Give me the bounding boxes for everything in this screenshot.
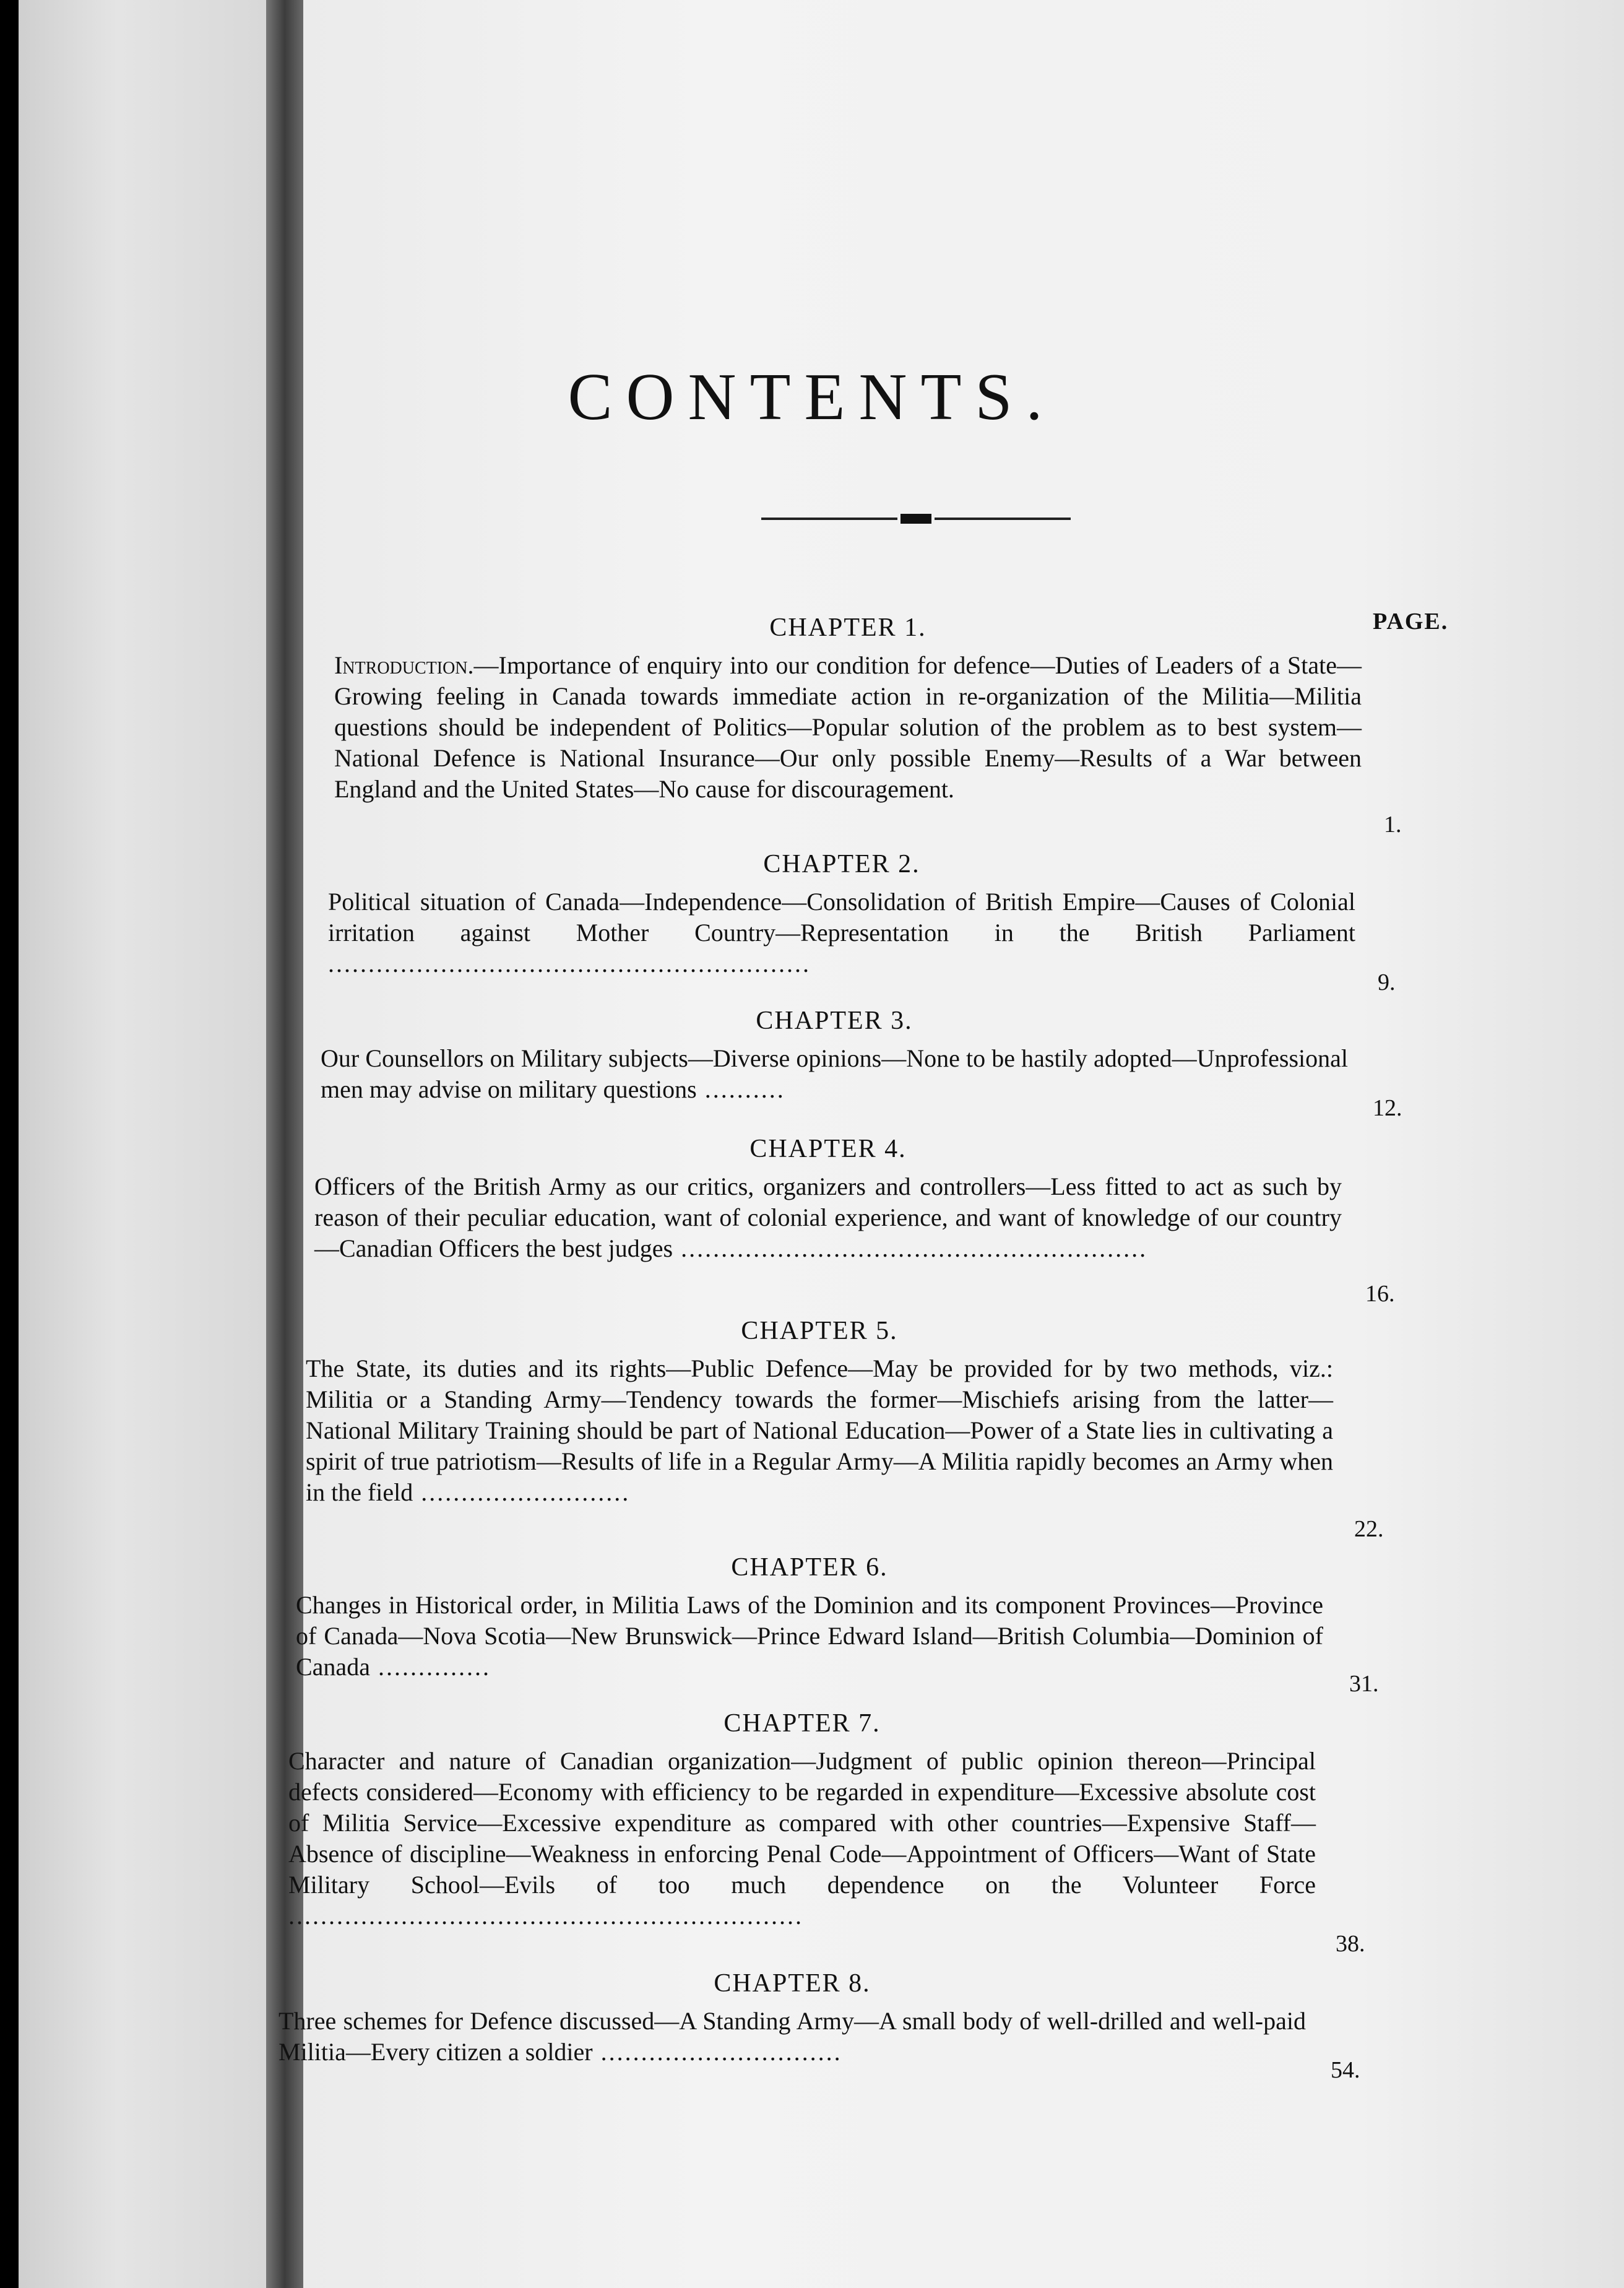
chapter-summary: Political situation of Canada—Independence—Consolidation of British Empire—Causes of Colonial irritation against Mother Country—Representation in the British Parliament ............................................................ xyxy=(328,888,1355,977)
toc-entry-chapter-6[interactable] xyxy=(296,1553,1323,1683)
chapter-summary: The State, its duties and its rights—Public Defence—May be provided for by two methods, viz.: Militia or a Standing Army—Tendency towards the former—Mischiefs arising from the latter—National Military Training should be part of National Education—Power of a State lies in cultivating a spirit of true patriotism—Results of life in a Regular Army—A Militia rapidly becomes an Army when in the field .......................... xyxy=(306,1354,1333,1506)
dot-leader: .......................................................... xyxy=(673,1234,1148,1262)
book-gutter xyxy=(266,0,303,2288)
scan-left-edge xyxy=(0,0,19,2288)
chapter-summary: Character and nature of Canadian organization—Judgment of public opinion thereon—Principal defects considered—Economy with efficiency to be regarded in expenditure—Excessive absolute cost of Militia Service—Excessive expenditure as compared with other countries—Expensive Staff—Absence of discipline—Weakness in enforcing Penal Code—Appointment of Officers—Want of State Military School—Evils of too much dependence on the Volunteer Force ................................................................ xyxy=(288,1747,1316,1930)
chapter-heading: CHAPTER 6. xyxy=(731,1553,888,1582)
ornament-rule-right xyxy=(935,518,1071,520)
page-number: 9. xyxy=(1378,969,1396,995)
chapter-heading: CHAPTER 1. xyxy=(769,613,926,642)
chapter-summary: Three schemes for Defence discussed—A Standing Army—A small body of well-drilled and well-paid Militia—Every citizen a soldier .............................. xyxy=(279,2007,1306,2066)
dot-leader: .......... xyxy=(696,1075,785,1103)
page-number: 31. xyxy=(1349,1671,1379,1697)
page-number: 22. xyxy=(1354,1516,1384,1542)
chapter-heading: CHAPTER 3. xyxy=(756,1007,913,1035)
toc-entry-chapter-1[interactable] xyxy=(334,613,1362,805)
page-title: CONTENTS. xyxy=(568,360,1056,434)
chapter-summary: Changes in Historical order, in Militia Laws of the Dominion and its component Provinces—Province of Canada—Nova Scotia—New Brunswick—Prince Edward Island—British Columbia—Dominion of Canada .............. xyxy=(296,1591,1323,1681)
page-number: 54. xyxy=(1331,2057,1360,2083)
chapter-heading: CHAPTER 5. xyxy=(741,1317,898,1345)
page-column-label: PAGE. xyxy=(1373,609,1449,635)
chapter-heading: CHAPTER 4. xyxy=(749,1135,907,1163)
chapter-heading: CHAPTER 8. xyxy=(714,1969,871,1998)
page-number: 12. xyxy=(1373,1095,1402,1121)
page-number: 16. xyxy=(1365,1281,1395,1307)
dot-leader: .............. xyxy=(369,1653,491,1681)
toc-entry-chapter-8[interactable] xyxy=(279,1969,1306,2068)
chapter-summary: Officers of the British Army as our critics, organizers and controllers—Less fitted to act as such by reason of their peculiar education, want of colonial experience, and want of knowledge of our country—Canadian Officers the best judges .......................................................... xyxy=(314,1172,1342,1262)
chapter-summary: Introduction.—Importance of enquiry into our condition for defence—Duties of Leaders of a State—Growing feeling in Canada towards immediate action in re-organization of the Militia—Militia questions should be independent of Politics—Popular solution of the problem as to best system—National Defence is National Insurance—Our only possible Enemy—Results of a War between England and the United States—No cause for discouragement. xyxy=(334,651,1362,803)
chapter-heading: CHAPTER 2. xyxy=(763,850,920,878)
chapter-lead: Introduction. xyxy=(334,651,474,679)
toc-entry-chapter-4[interactable] xyxy=(314,1134,1342,1264)
dot-leader: ................................................................ xyxy=(288,1902,803,1930)
facing-page-strip xyxy=(19,0,266,2288)
ornament-rule-left xyxy=(761,518,897,520)
page-number: 1. xyxy=(1384,812,1402,838)
toc-entry-chapter-2[interactable] xyxy=(328,849,1355,979)
chapter-heading: CHAPTER 7. xyxy=(723,1709,881,1738)
page-number: 38. xyxy=(1336,1931,1365,1957)
dot-leader: .......................... xyxy=(413,1478,631,1506)
title-ornament xyxy=(761,513,1071,525)
chapter-summary: Our Counsellors on Military subjects—Diverse opinions—None to be hastily adopted—Unprofessional men may advise on military questions .......... xyxy=(321,1044,1348,1103)
toc-entry-chapter-3[interactable] xyxy=(321,1006,1348,1105)
toc-entry-chapter-7[interactable] xyxy=(288,1709,1316,1931)
dot-leader: ............................................................ xyxy=(328,950,811,977)
ornament-center-block xyxy=(901,514,931,524)
dot-leader: .............................. xyxy=(592,2038,842,2066)
toc-entry-chapter-5[interactable] xyxy=(306,1316,1333,1508)
